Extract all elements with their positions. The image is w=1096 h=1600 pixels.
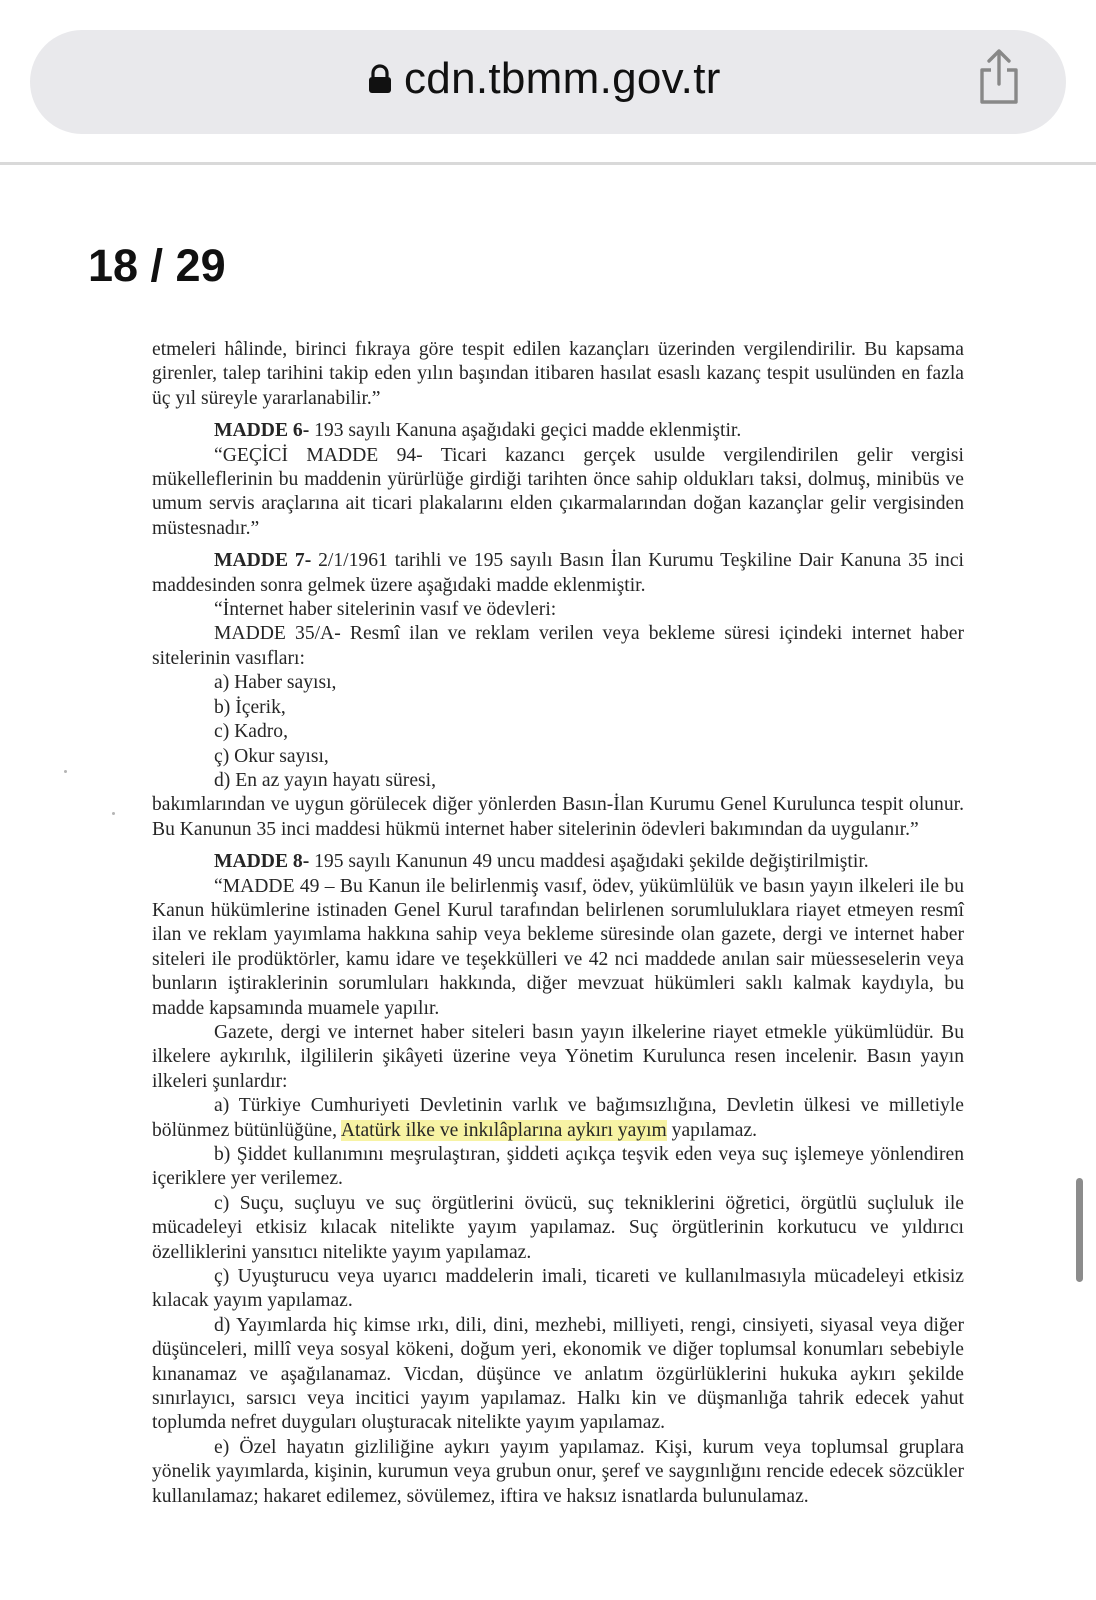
scrollbar-thumb[interactable] (1076, 1178, 1083, 1282)
page-counter: 18 / 29 (88, 240, 226, 291)
paragraph: MADDE 35/A- Resmî ilan ve reklam verilen veya bekleme süresi içindeki internet haber sitelerinin vasıfları: (152, 623, 964, 669)
list-item: b) İçerik, (214, 696, 286, 718)
share-icon[interactable] (976, 48, 1022, 106)
paragraph: bakımlarından ve uygun görülecek diğer yönlerden Basın-İlan Kurumu Genel Kurulunca tespit olunur. Bu Kanunun 35 inci maddesi hükmü internet haber sitelerinin ödevleri bakımından da uygulanır.” (152, 794, 964, 840)
list-item: d) En az yayın hayatı süresi, (214, 769, 436, 791)
principle-cc: ç) Uyuşturucu veya uyarıcı maddelerin imali, ticareti ve kullanılmasıyla mücadeleyi etkisiz kılacak yayım yapılamaz. (152, 1266, 964, 1312)
paragraph: “İnternet haber sitelerinin vasıf ve ödevleri: (214, 599, 557, 621)
paragraph: “GEÇİCİ MADDE 94- Ticari kazancı gerçek usulde vergilendirilen gelir vergisi mükelleflerinin bu maddenin yürürlüğe girdiği tarihten önce sahip oldukları taksi, dolmuş, minibüs ve umum servis araçlarına ait ticari plakalarını elden çıkarmalarından doğan kazançlar gelir vergisinden müstesnadır.” (152, 444, 964, 539)
paragraph: Gazete, dergi ve internet haber siteleri basın yayın ilkelerine riayet etmekle yükümlüdür. Bu ilkelere aykırılık, ilgililerin şikâyeti üzerine veya Yönetim Kurulunca resen incelenir. Basın yayın ilkeleri şunlardır: (152, 1021, 964, 1092)
highlighted-text: Atatürk ilke ve inkılâplarına aykırı yayım (340, 1119, 667, 1141)
article-text: 2/1/1961 tarihli ve 195 sayılı Basın İlan Kurumu Teşkiline Dair Kanuna 35 inci maddesinden sonra gelmek üzere aşağıdaki madde eklenmiştir. (152, 550, 964, 596)
scan-speck (112, 812, 115, 815)
article-label: MADDE 8- (214, 851, 310, 873)
browser-top-bar (0, 0, 1096, 165)
scan-speck (64, 770, 67, 773)
toolbar-divider (0, 162, 1096, 165)
principle-c: c) Suçu, suçluyu ve suç örgütlerini övücü, suç tekniklerini öğretici, örgütlü suçluluk ile mücadeleyi etkisiz kılacak nitelikte yayım yapılamaz. Suç örgütlerinin korkutucu ve yıldırıcı özelliklerini yansıtıcı nitelikte yayım yapılamaz. (152, 1192, 964, 1263)
principle-e: e) Özel hayatın gizliliğine aykırı yayım yapılamaz. Kişi, kurum veya toplumsal gruplara yönelik yayımlarda, kişinin, kurumun veya grubun onur, şeref ve saygınlığını rencide edecek sözcükler kullanılamaz; hakaret edilemez, sövülemez, iftira ve haksız isnatlarda bulunulamaz. (152, 1436, 964, 1507)
list-item: c) Kadro, (214, 721, 288, 743)
list-item: a) Haber sayısı, (214, 672, 337, 694)
list-item: ç) Okur sayısı, (214, 745, 329, 767)
principle-d: d) Yayımlarda hiç kimse ırkı, dili, dini, mezhebi, milliyeti, rengi, cinsiyeti, siyasal veya diğer düşünceleri, millî veya sosyal kökeni, doğum yeri, ekonomik ve diğer toplumsal konumları sebebiyle kınanamaz ve aşağılanamaz. Vicdan, düşünce ve anlatım özgürlüklerini hukuka aykırı şekilde sınırlayıcı, sarsıcı veya incitici yayım yapılamaz. Halkı kin ve düşmanlığa tahrik edecek yahut toplumda nefret duyguları oluşturacak nitelikte yayım yapılamaz. (152, 1314, 964, 1434)
principle-text: a) Türkiye Cumhuriyeti Devletinin varlık ve bağımsızlığına, Devletin ülkesi ve milletiyle bölünmez bütünlüğüne, (152, 1095, 964, 1141)
paragraph: “MADDE 49 – Bu Kanun ile belirlenmiş vasıf, ödev, yükümlülük ve basın yayın ilkeleri ile bu Kanun hükümlerine istinaden Genel Kurul tarafından belirlenen sorumluluklara riayet etmeyen resmî ilan ve reklam yayımlama hakkına sahip veya bekleme süresinde olan gazete, dergi ve internet haber siteleri ile prodüktörler, kamu idare ve teşekkülleri ve 42 nci maddede anılan sair müesseselerin veya bunların iştiraklerinin sorumluları hakkında, diğer mevzuat hükümleri saklı kalmak kaydıyla, bu madde kapsamında muamele yapılır. (152, 875, 964, 1019)
article-7-heading (152, 549, 964, 598)
article-6-heading (152, 419, 964, 443)
article-label: MADDE 7- (214, 550, 312, 572)
article-text: 193 sayılı Kanuna aşağıdaki geçici madde eklenmiştir. (309, 420, 742, 442)
paragraph: etmeleri hâlinde, birinci fıkraya göre tespit edilen kazançları üzerinden vergilendirilir. Bu kapsama girenler, talep tarihini takip eden yılın başından itibaren hasılat esaslı kazanç tespit usulünden en fazla üç yıl süreyle yararlanabilir.” (152, 339, 964, 409)
pdf-page-content (152, 338, 964, 1509)
principle-b: b) Şiddet kullanımını meşrulaştıran, şiddeti açıkça teşvik eden veya suç işlemeye yönlendiren içeriklere yer verilemez. (152, 1144, 964, 1190)
article-text: 195 sayılı Kanunun 49 uncu maddesi aşağıdaki şekilde değiştirilmiştir. (309, 851, 869, 873)
url-text[interactable]: cdn.tbmm.gov.tr (404, 54, 721, 103)
principle-a (152, 1094, 964, 1143)
lock-icon (368, 64, 392, 94)
principle-text: yapılamaz. (666, 1119, 758, 1141)
article-8-heading (152, 850, 964, 874)
article-label: MADDE 6- (214, 420, 310, 442)
